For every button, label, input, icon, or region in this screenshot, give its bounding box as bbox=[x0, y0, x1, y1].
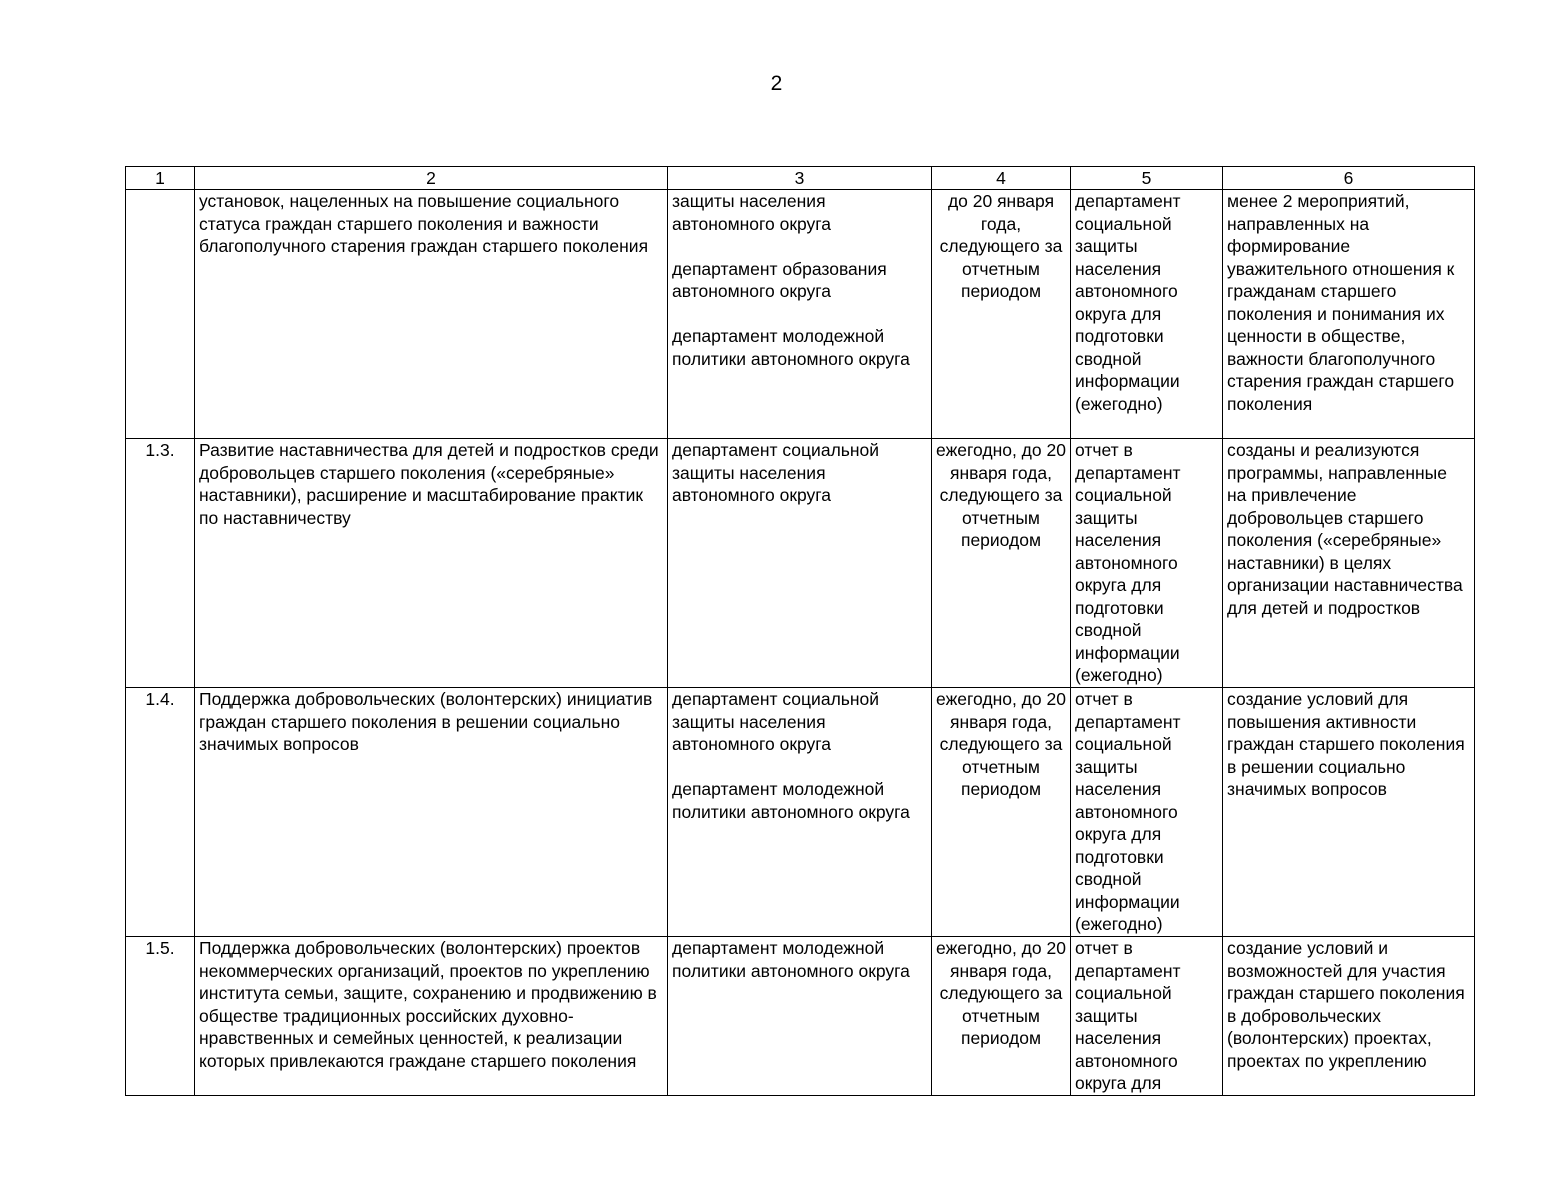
report-cell: отчет в департамент социальной защиты населения автономного округа для подготовки сводной информации (ежегодно) bbox=[1071, 439, 1223, 688]
term-cell: ежегодно, до 20 января года, следующего за отчетным периодом bbox=[932, 439, 1071, 688]
table-row bbox=[126, 937, 1475, 1096]
executors-cell bbox=[668, 439, 932, 688]
report-cell: отчет в департамент социальной защиты населения автономного округа для подготовки сводной информации (ежегодно) bbox=[1071, 688, 1223, 937]
column-header: 2 bbox=[195, 167, 668, 190]
table-row bbox=[126, 439, 1475, 688]
event-cell: установок, нацеленных на повышение социального статуса граждан старшего поколения и важности благополучного старения граждан старшего поколения bbox=[195, 190, 668, 439]
executor: департамент молодежной политики автономного округа bbox=[672, 326, 910, 369]
event-cell: Поддержка добровольческих (волонтерских) проектов некоммерческих организаций, проектов по укреплению института семьи, защите, сохранению и продвижению в обществе традиционных российских духовно-нравственных и семейных ценностей, к реализации которых привлекаются граждане старшего поколения bbox=[195, 937, 668, 1096]
executors-cell bbox=[668, 190, 932, 439]
result-cell: создание условий для повышения активности граждан старшего поколения в решении социально значимых вопросов bbox=[1223, 688, 1475, 937]
table-row bbox=[126, 190, 1475, 439]
table-row bbox=[126, 688, 1475, 937]
column-header: 5 bbox=[1071, 167, 1223, 190]
column-header: 1 bbox=[126, 167, 195, 190]
executor: департамент социальной защиты населения автономного округа bbox=[672, 689, 880, 754]
report-cell: отчет в департамент социальной защиты населения автономного округа для bbox=[1071, 937, 1223, 1096]
event-cell: Поддержка добровольческих (волонтерских) инициатив граждан старшего поколения в решении социально значимых вопросов bbox=[195, 688, 668, 937]
executors-cell bbox=[668, 937, 932, 1096]
term-cell: до 20 января года, следующего за отчетным периодом bbox=[932, 190, 1071, 439]
column-header: 6 bbox=[1223, 167, 1475, 190]
result-cell: созданы и реализуются программы, направленные на привлечение добровольцев старшего поколения («серебряные» наставники) в целях организации наставничества для детей и подростков bbox=[1223, 439, 1475, 688]
executor: департамент молодежной политики автономного округа bbox=[672, 938, 910, 981]
executor: департамент молодежной политики автономного округа bbox=[672, 779, 910, 822]
term-cell: ежегодно, до 20 января года, следующего за отчетным периодом bbox=[932, 937, 1071, 1096]
table-header-row bbox=[126, 167, 1475, 190]
result-cell: менее 2 мероприятий, направленных на формирование уважительного отношения к гражданам старшего поколения и понимания их ценности в обществе, важности благополучного старения граждан старшего поколения bbox=[1223, 190, 1475, 439]
executor: департамент социальной защиты населения автономного округа bbox=[672, 440, 880, 505]
result-cell: создание условий и возможностей для участия граждан старшего поколения в добровольческих (волонтерских) проектах, проектах по укреплению bbox=[1223, 937, 1475, 1096]
plan-table bbox=[125, 166, 1475, 1096]
row-number: 1.3. bbox=[126, 439, 195, 688]
report-cell: департамент социальной защиты населения автономного округа для подготовки сводной информации (ежегодно) bbox=[1071, 190, 1223, 439]
executor: защиты населения автономного округа bbox=[672, 191, 832, 234]
executors-cell bbox=[668, 688, 932, 937]
row-number bbox=[126, 190, 195, 439]
row-number: 1.4. bbox=[126, 688, 195, 937]
executor: департамент образования автономного округа bbox=[672, 258, 887, 301]
page-number: 2 bbox=[770, 72, 783, 95]
term-cell: ежегодно, до 20 января года, следующего за отчетным периодом bbox=[932, 688, 1071, 937]
column-header: 3 bbox=[668, 167, 932, 190]
row-number: 1.5. bbox=[126, 937, 195, 1096]
column-header: 4 bbox=[932, 167, 1071, 190]
event-cell: Развитие наставничества для детей и подростков среди добровольцев старшего поколения («серебряные» наставники), расширение и масштабирование практик по наставничеству bbox=[195, 439, 668, 688]
